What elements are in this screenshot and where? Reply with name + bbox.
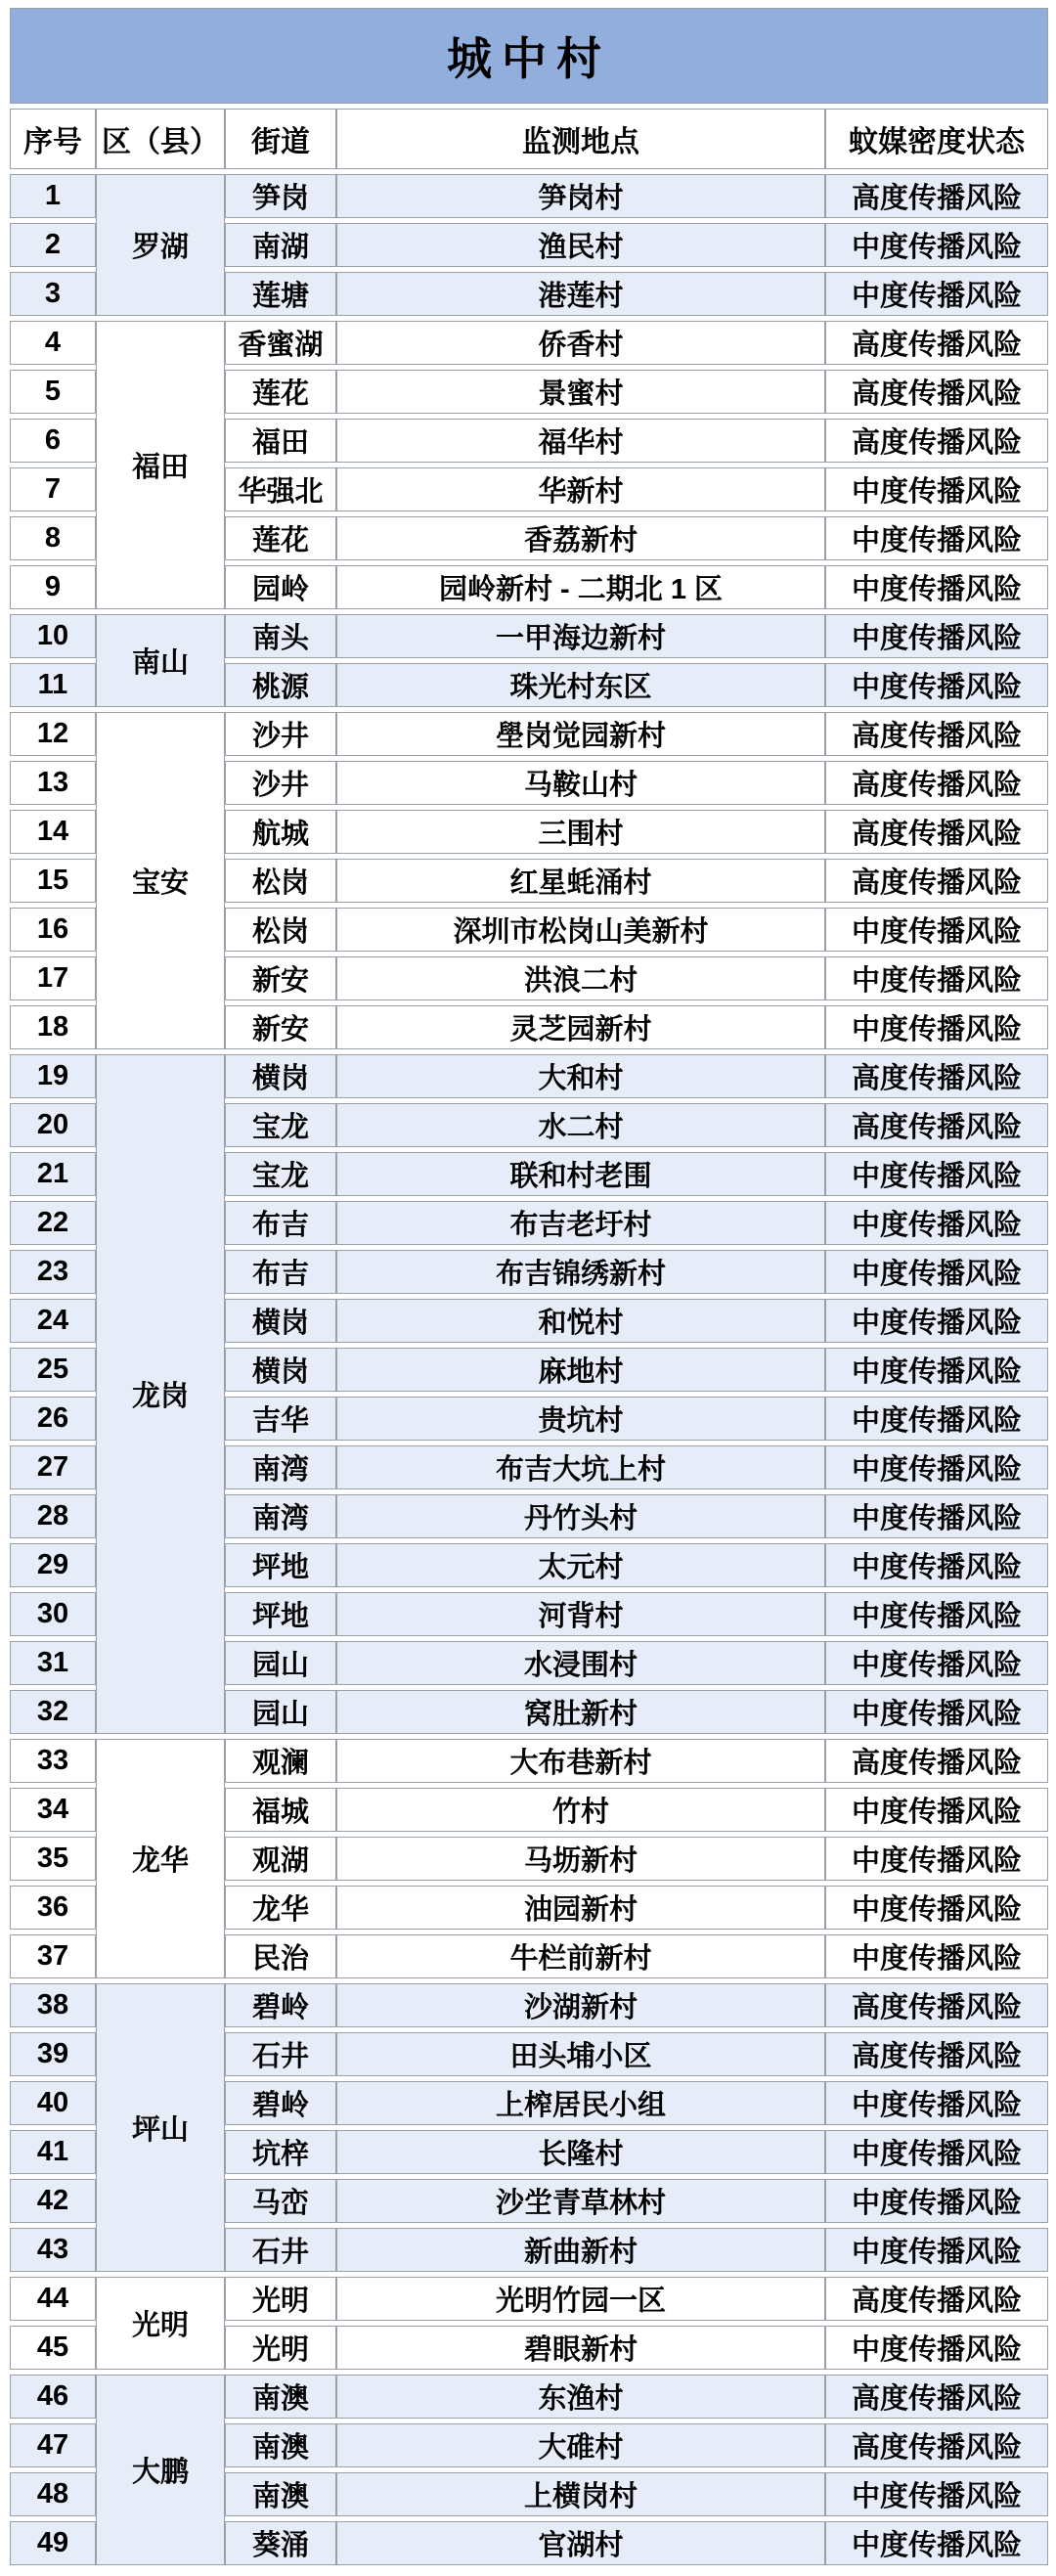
location-cell: 窝肚新村	[336, 1690, 825, 1734]
location-cell: 官湖村	[336, 2521, 825, 2565]
row-number-cell: 1	[10, 174, 96, 218]
location-cell: 新曲新村	[336, 2228, 825, 2272]
column-header-district: 区（县）	[96, 109, 225, 169]
street-cell: 民治	[225, 1934, 336, 1978]
location-cell: 马坜新村	[336, 1837, 825, 1881]
page-title: 城中村	[447, 33, 611, 84]
district-cell: 罗湖	[96, 174, 225, 316]
location-cell: 景蜜村	[336, 370, 825, 414]
location-cell: 上榨居民小组	[336, 2081, 825, 2125]
street-cell: 笋岗	[225, 174, 336, 218]
street-cell: 福田	[225, 419, 336, 463]
row-number-cell: 11	[10, 663, 96, 707]
street-cell: 横岗	[225, 1348, 336, 1392]
location-cell: 港莲村	[336, 272, 825, 316]
status-cell: 高度传播风险	[825, 419, 1048, 463]
row-number-cell: 25	[10, 1348, 96, 1392]
status-cell: 中度传播风险	[825, 1641, 1048, 1685]
status-cell: 中度传播风险	[825, 908, 1048, 952]
location-cell: 一甲海边新村	[336, 614, 825, 658]
row-number-cell: 31	[10, 1641, 96, 1685]
table-row	[10, 1054, 1048, 1098]
status-cell: 高度传播风险	[825, 174, 1048, 218]
location-cell: 水浸围村	[336, 1641, 825, 1685]
row-number-cell: 35	[10, 1837, 96, 1881]
street-cell: 南湾	[225, 1494, 336, 1538]
district-cell: 龙华	[96, 1739, 225, 1978]
district-cell: 宝安	[96, 712, 225, 1049]
status-cell: 高度传播风险	[825, 2375, 1048, 2419]
location-cell: 太元村	[336, 1543, 825, 1587]
location-cell: 河背村	[336, 1592, 825, 1636]
location-cell: 牛栏前新村	[336, 1934, 825, 1978]
street-cell: 香蜜湖	[225, 321, 336, 365]
status-cell: 中度传播风险	[825, 565, 1048, 609]
row-number-cell: 10	[10, 614, 96, 658]
street-cell: 宝龙	[225, 1152, 336, 1196]
status-cell: 中度传播风险	[825, 2228, 1048, 2272]
row-number-cell: 27	[10, 1445, 96, 1489]
street-cell: 南澳	[225, 2423, 336, 2467]
table-row	[10, 174, 1048, 218]
street-cell: 南湾	[225, 1445, 336, 1489]
status-cell: 高度传播风险	[825, 859, 1048, 903]
status-cell: 高度传播风险	[825, 810, 1048, 854]
location-cell: 洪浪二村	[336, 956, 825, 1000]
street-cell: 光明	[225, 2326, 336, 2370]
location-cell: 壆岗觉园新村	[336, 712, 825, 756]
location-cell: 华新村	[336, 467, 825, 511]
row-number-cell: 21	[10, 1152, 96, 1196]
street-cell: 航城	[225, 810, 336, 854]
row-number-cell: 42	[10, 2179, 96, 2223]
row-number-cell: 24	[10, 1299, 96, 1343]
location-cell: 笋岗村	[336, 174, 825, 218]
status-cell: 中度传播风险	[825, 516, 1048, 560]
street-cell: 新安	[225, 1005, 336, 1049]
street-cell: 石井	[225, 2032, 336, 2076]
street-cell: 葵涌	[225, 2521, 336, 2565]
table-row	[10, 1739, 1048, 1783]
row-number-cell: 44	[10, 2277, 96, 2321]
district-cell: 坪山	[96, 1983, 225, 2272]
status-cell: 中度传播风险	[825, 1543, 1048, 1587]
row-number-cell: 6	[10, 419, 96, 463]
status-cell: 中度传播风险	[825, 1592, 1048, 1636]
street-cell: 观湖	[225, 1837, 336, 1881]
status-cell: 中度传播风险	[825, 1005, 1048, 1049]
street-cell: 横岗	[225, 1054, 336, 1098]
street-cell: 桃源	[225, 663, 336, 707]
row-number-cell: 15	[10, 859, 96, 903]
street-cell: 园山	[225, 1690, 336, 1734]
column-header-status: 蚊媒密度状态	[825, 109, 1048, 169]
street-cell: 吉华	[225, 1397, 336, 1441]
street-cell: 莲花	[225, 370, 336, 414]
location-cell: 碧眼新村	[336, 2326, 825, 2370]
monitoring-table	[10, 104, 1048, 2570]
status-cell: 中度传播风险	[825, 1299, 1048, 1343]
row-number-cell: 16	[10, 908, 96, 952]
location-cell: 沙坣青草林村	[336, 2179, 825, 2223]
street-cell: 横岗	[225, 1299, 336, 1343]
column-header-no: 序号	[10, 109, 96, 169]
row-number-cell: 33	[10, 1739, 96, 1783]
table-body	[10, 174, 1048, 2565]
street-cell: 碧岭	[225, 2081, 336, 2125]
status-cell: 中度传播风险	[825, 1445, 1048, 1489]
status-cell: 中度传播风险	[825, 663, 1048, 707]
street-cell: 沙井	[225, 712, 336, 756]
row-number-cell: 29	[10, 1543, 96, 1587]
row-number-cell: 41	[10, 2130, 96, 2174]
row-number-cell: 18	[10, 1005, 96, 1049]
status-cell: 中度传播风险	[825, 2179, 1048, 2223]
status-cell: 中度传播风险	[825, 614, 1048, 658]
row-number-cell: 23	[10, 1250, 96, 1294]
street-cell: 坪地	[225, 1592, 336, 1636]
status-cell: 中度传播风险	[825, 956, 1048, 1000]
district-cell: 南山	[96, 614, 225, 707]
status-cell: 中度传播风险	[825, 1837, 1048, 1881]
location-cell: 麻地村	[336, 1348, 825, 1392]
row-number-cell: 39	[10, 2032, 96, 2076]
status-cell: 高度传播风险	[825, 761, 1048, 805]
location-cell: 布吉老圩村	[336, 1201, 825, 1245]
status-cell: 高度传播风险	[825, 2277, 1048, 2321]
row-number-cell: 5	[10, 370, 96, 414]
location-cell: 布吉锦绣新村	[336, 1250, 825, 1294]
row-number-cell: 9	[10, 565, 96, 609]
street-cell: 宝龙	[225, 1103, 336, 1147]
location-cell: 三围村	[336, 810, 825, 854]
street-cell: 南澳	[225, 2472, 336, 2516]
row-number-cell: 40	[10, 2081, 96, 2125]
status-cell: 中度传播风险	[825, 2130, 1048, 2174]
location-cell: 上横岗村	[336, 2472, 825, 2516]
location-cell: 和悦村	[336, 1299, 825, 1343]
location-cell: 光明竹园一区	[336, 2277, 825, 2321]
street-cell: 南头	[225, 614, 336, 658]
header-row	[10, 109, 1048, 169]
location-cell: 马鞍山村	[336, 761, 825, 805]
street-cell: 南澳	[225, 2375, 336, 2419]
location-cell: 贵坑村	[336, 1397, 825, 1441]
location-cell: 竹村	[336, 1788, 825, 1832]
table-row	[10, 321, 1048, 365]
location-cell: 园岭新村 - 二期北 1 区	[336, 565, 825, 609]
row-number-cell: 7	[10, 467, 96, 511]
street-cell: 园山	[225, 1641, 336, 1685]
status-cell: 中度传播风险	[825, 1250, 1048, 1294]
street-cell: 马峦	[225, 2179, 336, 2223]
row-number-cell: 13	[10, 761, 96, 805]
row-number-cell: 4	[10, 321, 96, 365]
status-cell: 高度传播风险	[825, 370, 1048, 414]
status-cell: 中度传播风险	[825, 1201, 1048, 1245]
row-number-cell: 37	[10, 1934, 96, 1978]
location-cell: 田头埔小区	[336, 2032, 825, 2076]
location-cell: 珠光村东区	[336, 663, 825, 707]
row-number-cell: 30	[10, 1592, 96, 1636]
status-cell: 中度传播风险	[825, 272, 1048, 316]
location-cell: 红星蚝涌村	[336, 859, 825, 903]
location-cell: 东渔村	[336, 2375, 825, 2419]
row-number-cell: 45	[10, 2326, 96, 2370]
status-cell: 中度传播风险	[825, 1886, 1048, 1930]
table-title-bar	[10, 8, 1048, 104]
street-cell: 松岗	[225, 859, 336, 903]
location-cell: 水二村	[336, 1103, 825, 1147]
location-cell: 大布巷新村	[336, 1739, 825, 1783]
street-cell: 福城	[225, 1788, 336, 1832]
status-cell: 中度传播风险	[825, 1348, 1048, 1392]
street-cell: 园岭	[225, 565, 336, 609]
row-number-cell: 32	[10, 1690, 96, 1734]
row-number-cell: 34	[10, 1788, 96, 1832]
row-number-cell: 38	[10, 1983, 96, 2027]
status-cell: 中度传播风险	[825, 1934, 1048, 1978]
status-cell: 中度传播风险	[825, 1494, 1048, 1538]
status-cell: 高度传播风险	[825, 2423, 1048, 2467]
row-number-cell: 36	[10, 1886, 96, 1930]
status-cell: 中度传播风险	[825, 1152, 1048, 1196]
table-row	[10, 614, 1048, 658]
status-cell: 高度传播风险	[825, 1739, 1048, 1783]
row-number-cell: 48	[10, 2472, 96, 2516]
status-cell: 中度传播风险	[825, 2521, 1048, 2565]
district-cell: 福田	[96, 321, 225, 609]
row-number-cell: 14	[10, 810, 96, 854]
row-number-cell: 47	[10, 2423, 96, 2467]
column-header-street: 街道	[225, 109, 336, 169]
location-cell: 渔民村	[336, 223, 825, 267]
row-number-cell: 43	[10, 2228, 96, 2272]
status-cell: 中度传播风险	[825, 1397, 1048, 1441]
table-row	[10, 1983, 1048, 2027]
street-cell: 坪地	[225, 1543, 336, 1587]
status-cell: 中度传播风险	[825, 2081, 1048, 2125]
street-cell: 新安	[225, 956, 336, 1000]
location-cell: 香荔新村	[336, 516, 825, 560]
location-cell: 福华村	[336, 419, 825, 463]
location-cell: 大碓村	[336, 2423, 825, 2467]
street-cell: 石井	[225, 2228, 336, 2272]
row-number-cell: 2	[10, 223, 96, 267]
status-cell: 中度传播风险	[825, 1788, 1048, 1832]
location-cell: 长隆村	[336, 2130, 825, 2174]
table-row	[10, 712, 1048, 756]
location-cell: 灵芝园新村	[336, 1005, 825, 1049]
street-cell: 光明	[225, 2277, 336, 2321]
status-cell: 高度传播风险	[825, 712, 1048, 756]
street-cell: 坑梓	[225, 2130, 336, 2174]
row-number-cell: 49	[10, 2521, 96, 2565]
table-row	[10, 2375, 1048, 2419]
status-cell: 中度传播风险	[825, 1690, 1048, 1734]
row-number-cell: 8	[10, 516, 96, 560]
status-cell: 高度传播风险	[825, 1983, 1048, 2027]
status-cell: 高度传播风险	[825, 1103, 1048, 1147]
street-cell: 华强北	[225, 467, 336, 511]
location-cell: 布吉大坑上村	[336, 1445, 825, 1489]
row-number-cell: 22	[10, 1201, 96, 1245]
street-cell: 南湖	[225, 223, 336, 267]
status-cell: 高度传播风险	[825, 321, 1048, 365]
status-cell: 高度传播风险	[825, 1054, 1048, 1098]
street-cell: 莲花	[225, 516, 336, 560]
status-cell: 中度传播风险	[825, 2472, 1048, 2516]
street-cell: 布吉	[225, 1201, 336, 1245]
location-cell: 油园新村	[336, 1886, 825, 1930]
district-cell: 大鹏	[96, 2375, 225, 2565]
row-number-cell: 12	[10, 712, 96, 756]
status-cell: 中度传播风险	[825, 467, 1048, 511]
row-number-cell: 28	[10, 1494, 96, 1538]
row-number-cell: 17	[10, 956, 96, 1000]
location-cell: 深圳市松岗山美新村	[336, 908, 825, 952]
location-cell: 沙湖新村	[336, 1983, 825, 2027]
location-cell: 联和村老围	[336, 1152, 825, 1196]
street-cell: 松岗	[225, 908, 336, 952]
status-cell: 中度传播风险	[825, 2326, 1048, 2370]
district-cell: 光明	[96, 2277, 225, 2370]
location-cell: 丹竹头村	[336, 1494, 825, 1538]
column-header-location: 监测地点	[336, 109, 825, 169]
street-cell: 莲塘	[225, 272, 336, 316]
street-cell: 碧岭	[225, 1983, 336, 2027]
street-cell: 布吉	[225, 1250, 336, 1294]
street-cell: 龙华	[225, 1886, 336, 1930]
row-number-cell: 3	[10, 272, 96, 316]
row-number-cell: 20	[10, 1103, 96, 1147]
district-cell: 龙岗	[96, 1054, 225, 1734]
street-cell: 观澜	[225, 1739, 336, 1783]
row-number-cell: 19	[10, 1054, 96, 1098]
row-number-cell: 26	[10, 1397, 96, 1441]
table-row	[10, 2277, 1048, 2321]
status-cell: 中度传播风险	[825, 223, 1048, 267]
row-number-cell: 46	[10, 2375, 96, 2419]
location-cell: 大和村	[336, 1054, 825, 1098]
status-cell: 高度传播风险	[825, 2032, 1048, 2076]
street-cell: 沙井	[225, 761, 336, 805]
location-cell: 侨香村	[336, 321, 825, 365]
